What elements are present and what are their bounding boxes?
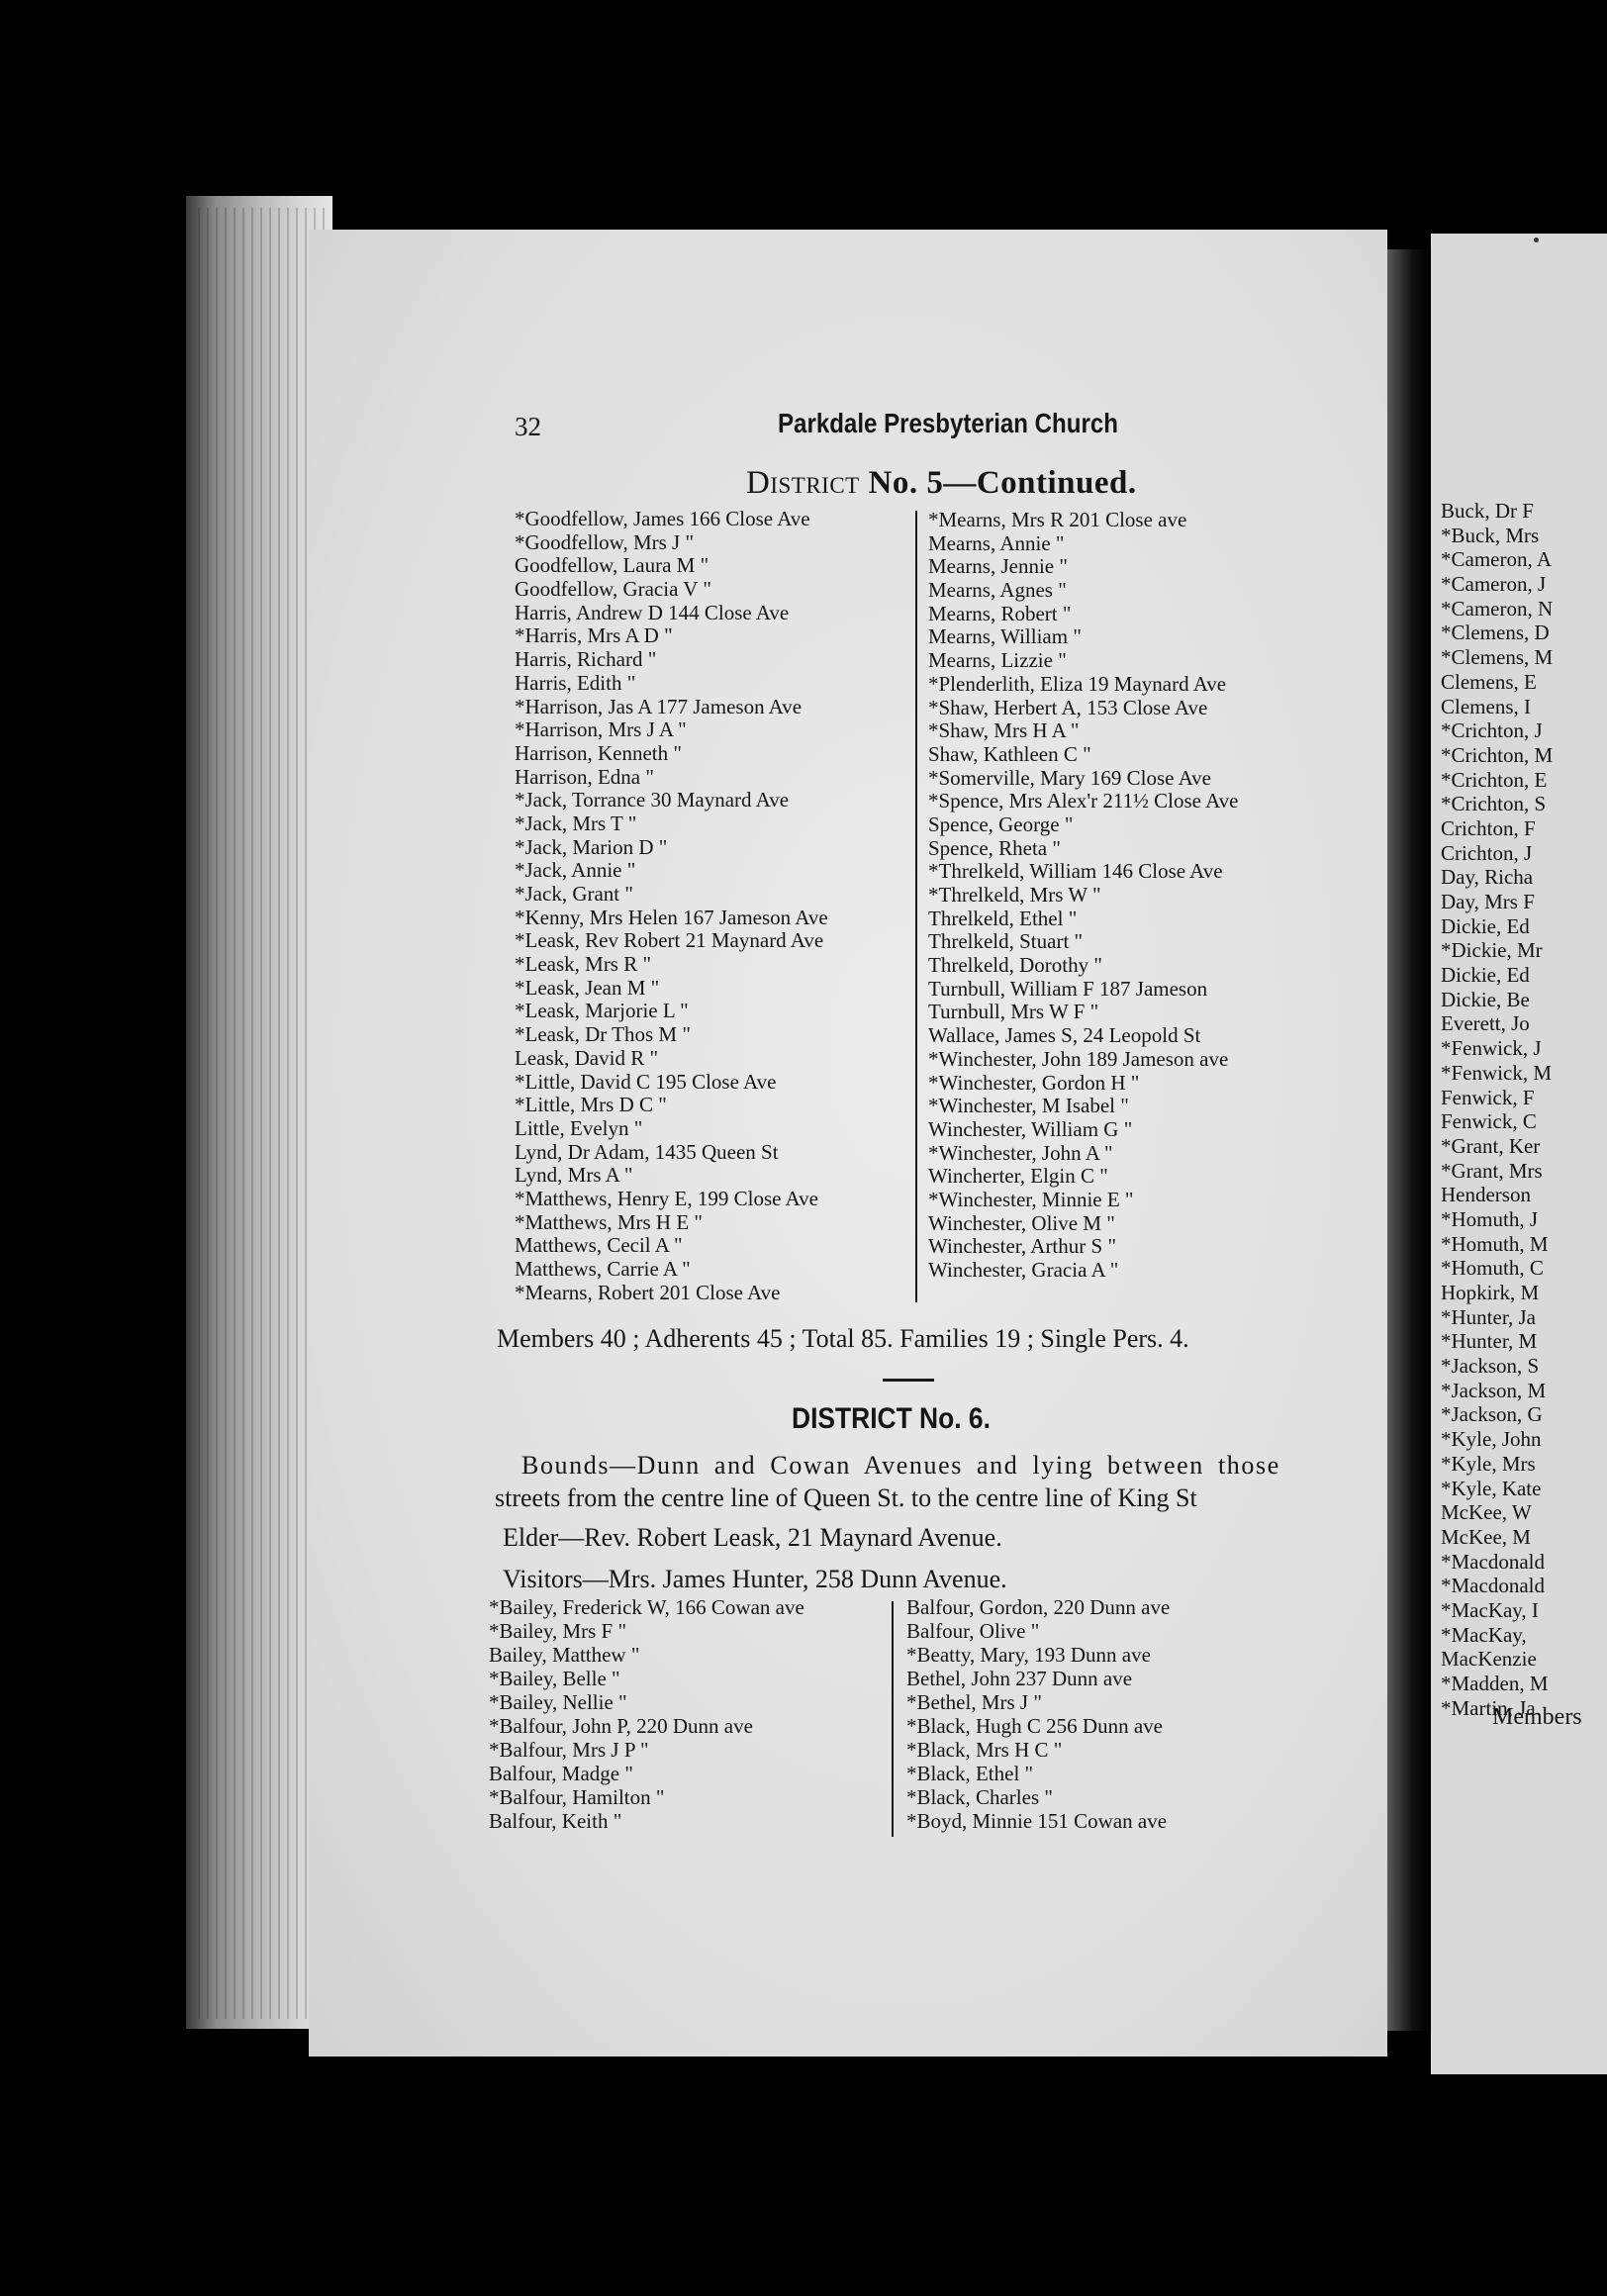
district-6-elder: Elder—Rev. Robert Leask, 21 Maynard Avenue. [503, 1523, 1002, 1552]
facing-page-entry: *Macdonald [1441, 1549, 1545, 1574]
member-entry: Harris, Richard " [515, 647, 657, 672]
member-entry: Shaw, Kathleen C " [928, 741, 1091, 766]
facing-page-entry: *Buck, Mrs [1441, 523, 1540, 547]
member-entry: Balfour, Madge " [489, 1762, 633, 1785]
member-entry: Little, Evelyn " [515, 1115, 643, 1140]
member-entry: *Bailey, Belle " [489, 1667, 620, 1690]
facing-page-entry: *Crichton, J [1441, 718, 1543, 743]
facing-page-entry: *Kyle, Kate [1441, 1476, 1542, 1500]
member-entry: *Mearns, Robert 201 Close Ave [515, 1280, 781, 1304]
column-divider [915, 511, 917, 1302]
member-entry: *Matthews, Henry E, 199 Close Ave [515, 1186, 818, 1210]
member-entry: Mearns, Lizzie " [928, 648, 1067, 673]
facing-page-entry: Clemens, E [1441, 669, 1537, 694]
member-entry: *Somerville, Mary 169 Close Ave [928, 765, 1211, 790]
member-entry: Harrison, Kenneth " [515, 740, 682, 765]
member-entry: *Black, Mrs H C " [906, 1738, 1063, 1762]
facing-page-entry: MacKenzie [1441, 1647, 1537, 1672]
facing-page-entry: Crichton, F [1441, 815, 1536, 840]
facing-page [1431, 234, 1607, 2074]
member-entry: *Jack, Mrs T " [515, 811, 637, 835]
member-entry: *Jack, Annie " [515, 858, 636, 883]
member-entry: *Balfour, Mrs J P " [489, 1738, 649, 1762]
district-6-heading: DISTRICT No. 6. [792, 1402, 991, 1435]
member-entry: Leask, David R " [515, 1045, 659, 1070]
facing-page-entry: *Homuth, M [1441, 1231, 1549, 1256]
member-entry: Matthews, Carrie A " [515, 1257, 691, 1281]
member-entry: *Little, David C 195 Close Ave [515, 1069, 777, 1094]
book-gutter [1387, 249, 1429, 2031]
member-entry: *Balfour, Hamilton " [489, 1785, 665, 1809]
facing-page-entry: *Fenwick, J [1441, 1036, 1542, 1061]
member-entry: *Jack, Torrance 30 Maynard Ave [515, 788, 790, 813]
facing-page-entry: *Madden, M [1441, 1672, 1549, 1695]
member-entry: *Kenny, Mrs Helen 167 Jameson Ave [515, 905, 828, 929]
facing-page-entry: Dickie, Ed [1441, 963, 1530, 988]
facing-page-entry: Henderson [1441, 1183, 1531, 1207]
member-entry: Winchester, Gracia A " [928, 1258, 1119, 1282]
member-entry: *Threlkeld, Mrs W " [928, 883, 1101, 907]
member-entry: *Leask, Marjorie L " [515, 999, 689, 1023]
facing-page-entry: *Grant, Ker [1441, 1133, 1541, 1158]
member-entry: Wallace, James S, 24 Leopold St [928, 1023, 1201, 1048]
member-entry: Goodfellow, Gracia V " [515, 577, 711, 602]
district-6-left-column [489, 1595, 804, 1833]
facing-page-entry: *Cameron, A [1441, 547, 1552, 572]
facing-page-entry: *Jackson, G [1441, 1402, 1543, 1427]
member-entry: *Balfour, John P, 220 Dunn ave [489, 1714, 753, 1738]
facing-page-entry: *Crichton, M [1441, 742, 1554, 767]
district-5-heading [746, 467, 1137, 500]
member-entry: *Leask, Rev Robert 21 Maynard Ave [515, 928, 824, 953]
member-entry: Mearns, William " [928, 624, 1082, 649]
member-entry: *Winchester, John A " [928, 1140, 1113, 1165]
member-entry: *Matthews, Mrs H E " [515, 1209, 703, 1234]
member-entry: Turnbull, Mrs W F " [928, 1000, 1099, 1024]
facing-page-entry: *Martin, Ja [1441, 1695, 1536, 1720]
member-entry: Wincherter, Elgin C " [928, 1164, 1108, 1189]
member-entry: Winchester, Arthur S " [928, 1234, 1117, 1259]
member-entry: *Bailey, Nellie " [489, 1690, 627, 1714]
member-entry: *Little, Mrs D C " [515, 1093, 667, 1117]
member-entry: Matthews, Cecil A " [515, 1233, 683, 1258]
member-entry: Harris, Edith " [515, 670, 636, 695]
facing-page-entry: *MacKay, I [1441, 1597, 1539, 1622]
member-entry: *Threlkeld, William 146 Close Ave [928, 859, 1223, 884]
facing-page-entry: *Crichton, E [1441, 767, 1548, 792]
facing-page-entries [1441, 499, 1553, 1720]
page-number: 32 [515, 412, 541, 441]
facing-page-entry: McKee, W [1441, 1500, 1532, 1525]
member-entry: *Winchester, Gordon H " [928, 1070, 1140, 1095]
bounds-line-2: streets from the centre line of Queen St. to the centre line of King St [495, 1483, 1197, 1512]
facing-page-entry: *Fenwick, M [1441, 1060, 1552, 1085]
member-entry: *Shaw, Mrs H A " [928, 718, 1080, 743]
facing-page-entry: Crichton, J [1441, 840, 1533, 865]
facing-page-entry: *Grant, Mrs [1441, 1158, 1543, 1183]
member-entry: Spence, Rheta " [928, 835, 1061, 860]
member-entry: Turnbull, William F 187 Jameson [928, 976, 1208, 1001]
facing-page-entry: Day, Mrs F [1441, 890, 1535, 913]
district-5-left-column [515, 508, 828, 1304]
facing-page-entry: Everett, Jo [1441, 1011, 1530, 1036]
facing-page-entry: *Macdonald [1441, 1574, 1545, 1598]
member-entry: Lynd, Dr Adam, 1435 Queen St [515, 1139, 779, 1164]
member-entry: *Black, Hugh C 256 Dunn ave [906, 1714, 1163, 1738]
facing-page-entry: Dickie, Ed [1441, 913, 1530, 938]
facing-page-entry: *Homuth, J [1441, 1206, 1539, 1231]
member-entry: *Black, Ethel " [906, 1762, 1034, 1785]
member-entry: Bailey, Matthew " [489, 1643, 640, 1667]
member-entry: Balfour, Olive " [906, 1619, 1040, 1643]
member-entry: Lynd, Mrs A " [515, 1163, 633, 1188]
member-entry: Goodfellow, Laura M " [515, 553, 709, 578]
facing-page-entry: Fenwick, F [1441, 1085, 1535, 1109]
member-entry: Harrison, Edna " [515, 764, 654, 789]
speck [1534, 238, 1539, 242]
member-entry: *Harrison, Mrs J A " [515, 718, 687, 742]
member-entry: Mearns, Jennie " [928, 554, 1068, 579]
member-entry: *Beatty, Mary, 193 Dunn ave [906, 1643, 1151, 1667]
member-entry: Threlkeld, Dorothy " [928, 953, 1102, 978]
district-5-heading-suffix: No. 5—Continued. [868, 465, 1137, 501]
district-6-visitors: Visitors—Mrs. James Hunter, 258 Dunn Avenue. [503, 1565, 1007, 1593]
facing-page-entry: *Dickie, Mr [1441, 938, 1543, 963]
member-entry: *Harris, Mrs A D " [515, 623, 673, 648]
facing-page-entry: *Jackson, S [1441, 1354, 1540, 1379]
facing-page-entry: Dickie, Be [1441, 987, 1530, 1011]
district-5-heading-prefix: District [746, 465, 860, 501]
member-entry: *Winchester, M Isabel " [928, 1094, 1129, 1118]
member-entry: Mearns, Annie " [928, 530, 1065, 555]
member-entry: *Shaw, Herbert A, 153 Close Ave [928, 695, 1208, 719]
facing-page-entry: Buck, Dr F [1441, 499, 1534, 523]
member-entry: Threlkeld, Ethel " [928, 906, 1078, 930]
district-5-totals: Members 40 ; Adherents 45 ; Total 85. Families 19 ; Single Pers. 4. [497, 1324, 1189, 1353]
facing-page-members: Members [1492, 1704, 1582, 1730]
column-divider [892, 1601, 894, 1837]
member-entry: *Plenderlith, Eliza 19 Maynard Ave [928, 671, 1227, 696]
member-entry: Winchester, William G " [928, 1116, 1133, 1141]
member-entry: *Spence, Mrs Alex'r 211½ Close Ave [928, 789, 1239, 813]
facing-page-entry: *Kyle, Mrs [1441, 1451, 1536, 1476]
member-entry: *Bailey, Mrs F " [489, 1619, 627, 1643]
member-entry: *Harrison, Jas A 177 Jameson Ave [515, 694, 803, 718]
facing-page-entry: *Kyle, John [1441, 1427, 1542, 1452]
facing-page-entry: *Jackson, M [1441, 1378, 1547, 1402]
member-entry: Threlkeld, Stuart " [928, 929, 1084, 954]
member-entry: *Winchester, Minnie E " [928, 1187, 1134, 1211]
member-entry: *Leask, Jean M " [515, 975, 660, 1000]
facing-page-entry: *MacKay, [1441, 1622, 1527, 1647]
member-entry: *Mearns, Mrs R 201 Close ave [928, 508, 1187, 531]
member-entry: Bethel, John 237 Dunn ave [906, 1667, 1133, 1690]
facing-page-entry: Fenwick, C [1441, 1109, 1537, 1134]
member-entry: Mearns, Agnes " [928, 578, 1067, 603]
facing-page-entry: McKee, M [1441, 1524, 1531, 1549]
member-entry: *Leask, Mrs R " [515, 952, 652, 977]
facing-page-entry: *Crichton, S [1441, 792, 1547, 816]
facing-page-entry: *Hunter, Ja [1441, 1304, 1536, 1329]
district-5-right-column [928, 509, 1239, 1283]
facing-page-entry: *Cameron, N [1441, 596, 1554, 621]
member-entry: *Jack, Marion D " [515, 834, 668, 859]
member-entry: Spence, George " [928, 812, 1074, 836]
facing-page-entry: Hopkirk, M [1441, 1281, 1540, 1304]
member-entry: *Black, Charles " [906, 1785, 1053, 1809]
facing-page-entry: *Cameron, J [1441, 572, 1547, 597]
page-edge-lines [198, 208, 327, 2019]
member-entry: Mearns, Robert " [928, 601, 1072, 625]
facing-page-entry: *Hunter, M [1441, 1329, 1538, 1354]
facing-page-entry: Day, Richa [1441, 865, 1534, 890]
member-entry: *Jack, Grant " [515, 882, 633, 906]
member-entry: Winchester, Olive M " [928, 1210, 1115, 1235]
running-header: Parkdale Presbyterian Church [778, 408, 1118, 438]
facing-page-entry: *Homuth, C [1441, 1256, 1544, 1281]
facing-page-entry: *Clemens, D [1441, 621, 1550, 645]
member-entry: *Bailey, Frederick W, 166 Cowan ave [489, 1595, 804, 1619]
member-entry: Harris, Andrew D 144 Close Ave [515, 600, 790, 624]
member-entry: *Bethel, Mrs J " [906, 1690, 1042, 1714]
district-6-right-column [906, 1595, 1170, 1833]
bounds-line-1: Bounds—Dunn and Cowan Avenues and lying between those [521, 1451, 1280, 1480]
member-entry: *Winchester, John 189 Jameson ave [928, 1046, 1229, 1071]
member-entry: *Goodfellow, Mrs J " [515, 529, 695, 554]
member-entry: *Leask, Dr Thos M " [515, 1022, 691, 1047]
member-entry: Balfour, Keith " [489, 1809, 622, 1833]
facing-page-entry: Clemens, I [1441, 694, 1531, 718]
member-entry: *Goodfellow, James 166 Close Ave [515, 507, 810, 530]
facing-page-entry: *Clemens, M [1441, 645, 1554, 670]
section-divider [883, 1379, 934, 1382]
member-entry: Balfour, Gordon, 220 Dunn ave [906, 1595, 1171, 1619]
district-6-bounds [495, 1449, 1280, 1514]
member-entry: *Boyd, Minnie 151 Cowan ave [906, 1809, 1168, 1833]
